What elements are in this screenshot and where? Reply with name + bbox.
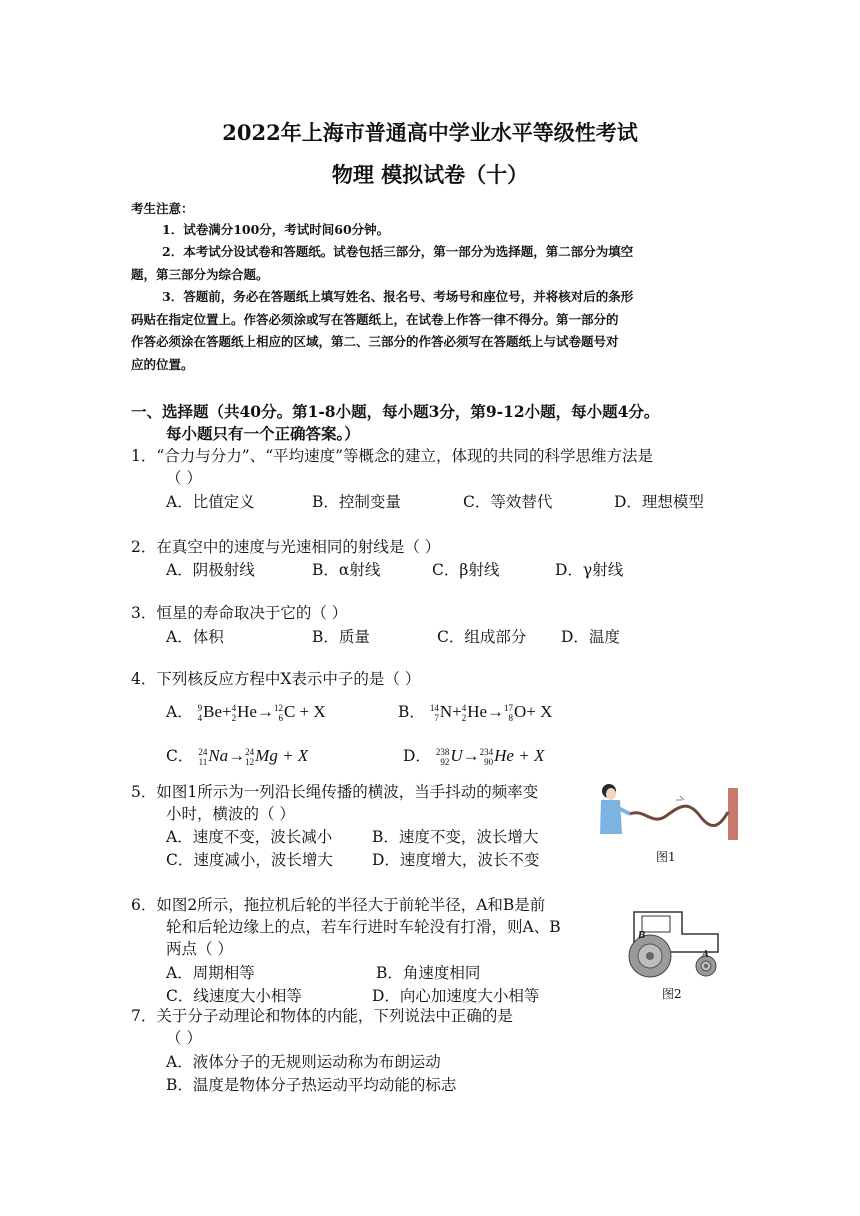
question-1-option-d: D．理想模型 <box>614 493 704 511</box>
section-heading-line1: 一、选择题（共40分。第1-8小题，每小题3分，第9-12小题，每小题4分。 <box>131 402 660 421</box>
question-5-option-b: B．速度不变，波长增大 <box>372 828 539 846</box>
question-4-option-c <box>166 744 308 767</box>
figure-2-tractor <box>620 908 726 980</box>
question-3-stem: 3．恒星的寿命取决于它的（ ） <box>131 604 348 622</box>
person-body <box>600 800 622 834</box>
notice-item-2b: 题，第三部分为综合题。 <box>131 267 269 282</box>
question-2-option-c: C．β射线 <box>432 561 500 579</box>
question-5-option-d: D．速度增大，波长不变 <box>372 851 540 869</box>
question-1-option-c: C．等效替代 <box>463 493 553 511</box>
notice-item-2a: 2．本考试分设试卷和答题纸。试卷包括三部分，第一部分为选择题，第二部分为填空 <box>162 244 634 259</box>
nuclear-equation-d: 238 92 U→ 234 90 He + X <box>435 746 545 768</box>
option-b-label: B． <box>398 703 425 721</box>
question-4-stem: 4．下列核反应方程中X表示中子的是（ ） <box>131 670 421 688</box>
exam-title: 2022年上海市普通高中学业水平等级性考试 <box>222 120 638 145</box>
question-2-option-a: A．阴极射线 <box>166 561 255 579</box>
question-5-option-c: C．速度减小，波长增大 <box>166 851 333 869</box>
question-4-option-a <box>166 700 326 723</box>
nuclear-equation-a: 9 4 Be+ 4 2 He→ 12 6 C + X <box>197 702 326 724</box>
question-5-option-a: A．速度不变，波长减小 <box>166 828 333 846</box>
exam-subtitle: 物理 模拟试卷（十） <box>331 162 529 187</box>
question-4-option-d <box>403 744 544 767</box>
notice-item-3a: 3．答题前，务必在答题纸上填写姓名、报名号、考场号和座位号，并将核对后的条形 <box>162 289 634 304</box>
option-c-label: C． <box>166 747 194 765</box>
question-6-option-b: B．角速度相同 <box>376 964 481 982</box>
question-3-option-d: D．温度 <box>561 628 620 646</box>
question-7-option-b: B．温度是物体分子热运动平均动能的标志 <box>166 1076 457 1094</box>
question-6-stem-3: 两点（ ） <box>166 940 233 958</box>
question-3-option-a: A．体积 <box>166 628 224 646</box>
rope-wave <box>630 806 728 825</box>
notice-item-3b: 码贴在指定位置上。作答必须涂或写在答题纸上，在试卷上作答一律不得分。第一部分的 <box>131 312 619 327</box>
question-7-stem: 7．关于分子动理论和物体的内能，下列说法中正确的是 <box>131 1007 513 1025</box>
notice-item-1: 1．试卷满分100分，考试时间60分钟。 <box>162 222 390 237</box>
notice-item-3d: 应的位置。 <box>131 357 194 372</box>
wall <box>728 788 738 840</box>
question-6-stem-2: 轮和后轮边缘上的点，若车行进时车轮没有打滑，则A、B <box>166 918 561 936</box>
nuclear-equation-b: 14 7 N+ 4 2 He→ 17 8 O+ X <box>429 702 553 724</box>
question-6-stem-1: 6．如图2所示，拖拉机后轮的半径大于前轮半径，A和B是前 <box>131 896 546 914</box>
question-7-paren: （ ） <box>166 1029 202 1047</box>
question-1-option-a: A．比值定义 <box>166 493 255 511</box>
question-3-option-b: B．质量 <box>312 628 370 646</box>
label-point-a: A <box>702 950 709 960</box>
question-1-stem: 1．“合力与分力”、“平均速度”等概念的建立，体现的共同的科学思维方法是 <box>131 447 654 465</box>
question-6-option-a: A．周期相等 <box>166 964 255 982</box>
figure-1-rope-wave <box>596 778 738 840</box>
question-7-option-a: A．液体分子的无规则运动称为布朗运动 <box>166 1053 441 1071</box>
label-point-b: B <box>638 931 646 941</box>
question-6-option-d: D．向心加速度大小相等 <box>372 987 540 1005</box>
notice-item-3c: 作答必须涂在答题纸上相应的区域，第二、三部分的作答必须写在答题纸上与试卷题号对 <box>131 334 619 349</box>
question-6-option-c: C．线速度大小相等 <box>166 987 302 1005</box>
section-heading-line2: 每小题只有一个正确答案。） <box>166 424 360 443</box>
option-a-label: A． <box>166 703 193 721</box>
question-3-option-c: C．组成部分 <box>437 628 527 646</box>
question-1-option-b: B．控制变量 <box>312 493 401 511</box>
nuclear-equation-c: 24 11 Na→ 24 12 Mg + X <box>198 746 309 768</box>
option-d-label: D． <box>403 747 431 765</box>
question-2-option-b: B．α射线 <box>312 561 381 579</box>
question-5-stem-1: 5．如图1所示为一列沿长绳传播的横波，当手抖动的频率变 <box>131 783 539 801</box>
question-2-stem: 2．在真空中的速度与光速相同的射线是（ ） <box>131 538 441 556</box>
question-4-option-b <box>398 700 552 723</box>
notice-heading: 考生注意： <box>131 201 194 216</box>
question-2-option-d: D．γ射线 <box>555 561 624 579</box>
question-5-stem-2: 小时，横波的（ ） <box>166 805 295 823</box>
question-1-paren: （ ） <box>166 469 202 487</box>
figure-2-caption: 图2 <box>662 987 682 1001</box>
figure-1-caption: 图1 <box>656 850 676 864</box>
